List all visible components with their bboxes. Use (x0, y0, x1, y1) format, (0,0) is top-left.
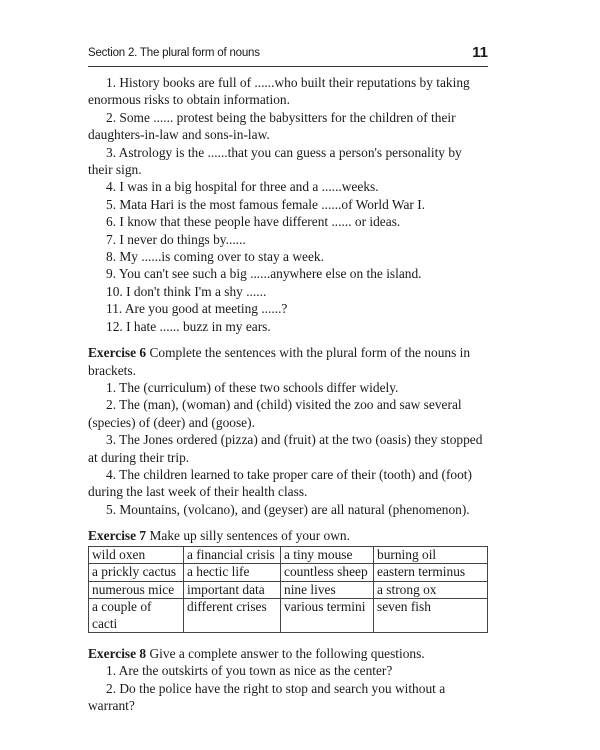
list-item: 4. The children learned to take proper care of their (tooth) and (foot) during the last week of their health class. (88, 466, 472, 500)
table-row (89, 564, 488, 582)
list-item: 3. Astrology is the ......that you can guess a person's personality by their sign. (88, 144, 462, 178)
table-cell: a hectic life (184, 564, 281, 582)
exercise-8-instruction: Give a complete answer to the following questions. (149, 646, 425, 662)
exercise-6-label: Exercise 6 (88, 345, 147, 361)
exercise-8-items (88, 662, 488, 714)
exercise-5-items (88, 74, 488, 335)
list-item: 2. Do the police have the right to stop and search you without a warrant? (88, 680, 446, 714)
exercise-6-instruction: Complete the sentences with the plural form of the nouns in brackets. (88, 345, 471, 378)
table-cell: a strong ox (374, 581, 488, 599)
list-item: 5. Mata Hari is the most famous female ......of World War I. (106, 196, 426, 212)
exercise-7-heading (88, 527, 488, 544)
list-item: 5. Mountains, (volcano), and (geyser) are all natural (phenomenon). (106, 501, 470, 517)
list-item: 1. Are the outskirts of you town as nice as the center? (106, 663, 393, 679)
list-item: 2. The (man), (woman) and (child) visited the zoo and saw several (species) of (deer) and (goose). (88, 397, 462, 430)
table-cell: eastern terminus (374, 564, 488, 582)
running-header (88, 46, 488, 67)
table-cell: countless sheep (281, 564, 374, 582)
list-item: 4. I was in a big hospital for three and a ......weeks. (106, 179, 379, 195)
list-item: 3. The Jones ordered (pizza) and (fruit) at the two (oasis) they stopped at during their trip. (88, 432, 483, 465)
list-item: 6. I know that these people have different ...... or ideas. (106, 214, 401, 230)
list-item: 8. My ......is coming over to stay a week. (106, 249, 324, 265)
section-title: Section 2. The plural form of nouns (88, 47, 260, 59)
table-row (89, 546, 488, 564)
table-cell: numerous mice (89, 581, 184, 599)
list-item: 2. Some ...... protest being the babysitters for the children of their daughters-in-law and sons-in-law. (88, 109, 456, 143)
list-item: 1. The (curriculum) of these two schools differ widely. (106, 379, 399, 395)
exercise-8-heading (88, 645, 488, 662)
table-cell: a couple of cacti (89, 599, 184, 633)
exercise-7-label: Exercise 7 (88, 528, 147, 544)
page-body (88, 74, 488, 715)
table-cell: burning oil (374, 546, 488, 564)
exercise-7-table (88, 546, 488, 634)
exercise-6-heading (88, 344, 488, 379)
table-cell: important data (184, 581, 281, 599)
table-cell: wild oxen (89, 546, 184, 564)
table-cell: a tiny mouse (281, 546, 374, 564)
exercise-7-instruction: Make up silly sentences of your own. (149, 528, 350, 544)
list-item: 11. Are you good at meeting ......? (106, 301, 288, 317)
table-cell: a prickly cactus (89, 564, 184, 582)
table-row (89, 581, 488, 599)
list-item: 9. You can't see such a big ......anywhere else on the island. (106, 266, 422, 282)
page-number: 11 (472, 44, 488, 61)
list-item: 10. I don't think I'm a shy ...... (106, 283, 267, 299)
table-cell: seven fish (374, 599, 488, 633)
table-cell: different crises (184, 599, 281, 633)
exercise-8-label: Exercise 8 (88, 646, 147, 662)
table-cell: nine lives (281, 581, 374, 599)
exercise-6-items (88, 379, 488, 518)
table-row (89, 599, 488, 633)
table-cell: a financial crisis (184, 546, 281, 564)
list-item: 7. I never do things by...... (106, 231, 246, 247)
list-item: 1. History books are full of ......who built their reputations by taking enormous risks to obtain information. (88, 75, 470, 108)
table-cell: various termini (281, 599, 374, 633)
list-item: 12. I hate ...... buzz in my ears. (106, 318, 271, 334)
